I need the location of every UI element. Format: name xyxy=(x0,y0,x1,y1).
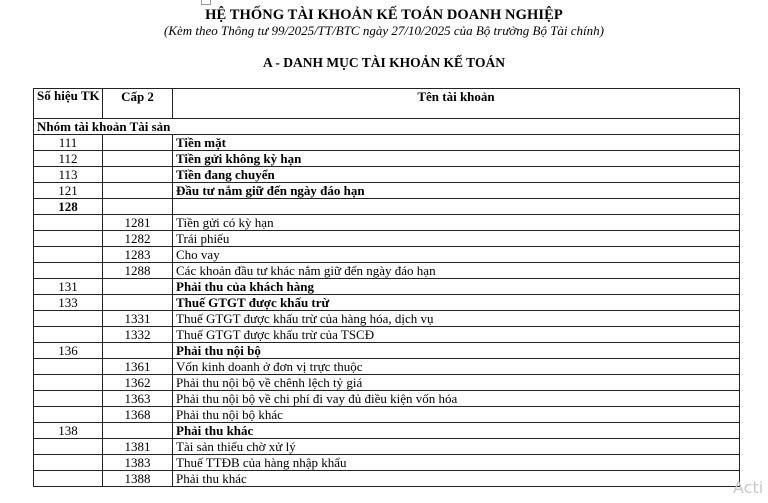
document-subtitle: (Kèm theo Thông tư 99/2025/TT/BTC ngày 27/10/2025 của Bộ trưởng Bộ Tài chính) xyxy=(163,23,604,38)
level2-cell: 1362 xyxy=(103,375,173,391)
level2-cell: 1361 xyxy=(103,359,173,375)
table-row xyxy=(34,199,740,215)
account-name-cell: Tiền gửi không kỳ hạn xyxy=(173,151,740,167)
account-no-cell: 121 xyxy=(34,183,103,199)
activation-watermark: Acti xyxy=(733,478,764,497)
level2-cell: 1282 xyxy=(103,231,173,247)
table-row xyxy=(34,471,740,487)
account-name-cell: Phải thu khác xyxy=(173,423,740,439)
account-no-cell xyxy=(34,311,103,327)
account-no-cell xyxy=(34,439,103,455)
account-name-cell: Thuế GTGT được khấu trừ của hàng hóa, dịch vụ xyxy=(173,311,740,327)
account-no-cell xyxy=(34,263,103,279)
table-row xyxy=(34,135,740,151)
account-name-cell: Phải thu khác xyxy=(173,471,740,487)
level2-cell xyxy=(103,343,173,359)
account-no-cell: 128 xyxy=(34,199,103,215)
account-name-cell: Phải thu nội bộ về chênh lệch tỷ giá xyxy=(173,375,740,391)
table-header-row xyxy=(34,89,740,119)
level2-cell: 1332 xyxy=(103,327,173,343)
account-name-cell: Tiền đang chuyển xyxy=(173,167,740,183)
account-no-cell xyxy=(34,407,103,423)
accounts-table xyxy=(33,88,740,487)
account-name-cell: Tiền gửi có kỳ hạn xyxy=(173,215,740,231)
level2-cell xyxy=(103,151,173,167)
account-name-cell: Vốn kinh doanh ở đơn vị trực thuộc xyxy=(173,359,740,375)
table-row xyxy=(34,423,740,439)
level2-cell: 1288 xyxy=(103,263,173,279)
level2-cell: 1331 xyxy=(103,311,173,327)
table-row xyxy=(34,407,740,423)
table-row xyxy=(34,215,740,231)
level2-cell: 1283 xyxy=(103,247,173,263)
header-level2: Cấp 2 xyxy=(103,89,173,119)
account-name-cell: Phải thu của khách hàng xyxy=(173,279,740,295)
table-row xyxy=(34,295,740,311)
table-row xyxy=(34,327,740,343)
account-name-cell: Phải thu nội bộ khác xyxy=(173,407,740,423)
level2-cell: 1368 xyxy=(103,407,173,423)
table-row xyxy=(34,439,740,455)
account-name-cell: Thuế TTĐB của hàng nhập khẩu xyxy=(173,455,740,471)
table-row xyxy=(34,167,740,183)
level2-cell xyxy=(103,295,173,311)
account-name-cell: Phải thu nội bộ xyxy=(173,343,740,359)
table-row xyxy=(34,231,740,247)
table-row xyxy=(34,279,740,295)
account-no-cell xyxy=(34,231,103,247)
checkbox-artifact xyxy=(201,0,211,5)
group-row xyxy=(34,119,740,135)
account-no-cell: 111 xyxy=(34,135,103,151)
level2-cell: 1383 xyxy=(103,455,173,471)
account-no-cell: 112 xyxy=(34,151,103,167)
level2-cell xyxy=(103,183,173,199)
account-no-cell: 113 xyxy=(34,167,103,183)
table-row xyxy=(34,391,740,407)
document-title: HỆ THỐNG TÀI KHOẢN KẾ TOÁN DOANH NGHIỆP xyxy=(205,7,563,23)
account-name-cell xyxy=(173,199,740,215)
account-no-cell: 138 xyxy=(34,423,103,439)
account-no-cell xyxy=(34,247,103,263)
level2-cell: 1381 xyxy=(103,439,173,455)
account-no-cell: 136 xyxy=(34,343,103,359)
level2-cell xyxy=(103,423,173,439)
level2-cell: 1281 xyxy=(103,215,173,231)
account-no-cell: 131 xyxy=(34,279,103,295)
account-no-cell xyxy=(34,215,103,231)
account-no-cell xyxy=(34,359,103,375)
account-name-cell: Tiền mặt xyxy=(173,135,740,151)
account-no-cell xyxy=(34,327,103,343)
account-name-cell: Các khoản đầu tư khác nắm giữ đến ngày đáo hạn xyxy=(173,263,740,279)
account-name-cell: Thuế GTGT được khấu trừ của TSCĐ xyxy=(173,327,740,343)
level2-cell xyxy=(103,167,173,183)
table-row xyxy=(34,183,740,199)
account-no-cell xyxy=(34,455,103,471)
level2-cell xyxy=(103,199,173,215)
table-row xyxy=(34,455,740,471)
account-no-cell: 133 xyxy=(34,295,103,311)
group-label: Nhóm tài khoản Tài sản xyxy=(34,119,740,135)
account-no-cell xyxy=(34,375,103,391)
account-name-cell: Trái phiếu xyxy=(173,231,740,247)
table-row xyxy=(34,311,740,327)
account-name-cell: Cho vay xyxy=(173,247,740,263)
table-row xyxy=(34,151,740,167)
account-name-cell: Phải thu nội bộ về chi phí đi vay đủ điều kiện vốn hóa xyxy=(173,391,740,407)
table-row xyxy=(34,375,740,391)
account-name-cell: Tài sản thiếu chờ xử lý xyxy=(173,439,740,455)
header-account-no: Số hiệu TK xyxy=(34,89,103,119)
table-row xyxy=(34,247,740,263)
level2-cell xyxy=(103,135,173,151)
header-account-name: Tên tài khoản xyxy=(173,89,740,119)
account-name-cell: Đầu tư nắm giữ đến ngày đáo hạn xyxy=(173,183,740,199)
table-row xyxy=(34,263,740,279)
level2-cell: 1363 xyxy=(103,391,173,407)
account-name-cell: Thuế GTGT được khấu trừ xyxy=(173,295,740,311)
level2-cell: 1388 xyxy=(103,471,173,487)
section-heading: A - DANH MỤC TÀI KHOẢN KẾ TOÁN xyxy=(263,55,505,70)
account-no-cell xyxy=(34,391,103,407)
level2-cell xyxy=(103,279,173,295)
account-no-cell xyxy=(34,471,103,487)
table-row xyxy=(34,359,740,375)
table-row xyxy=(34,343,740,359)
